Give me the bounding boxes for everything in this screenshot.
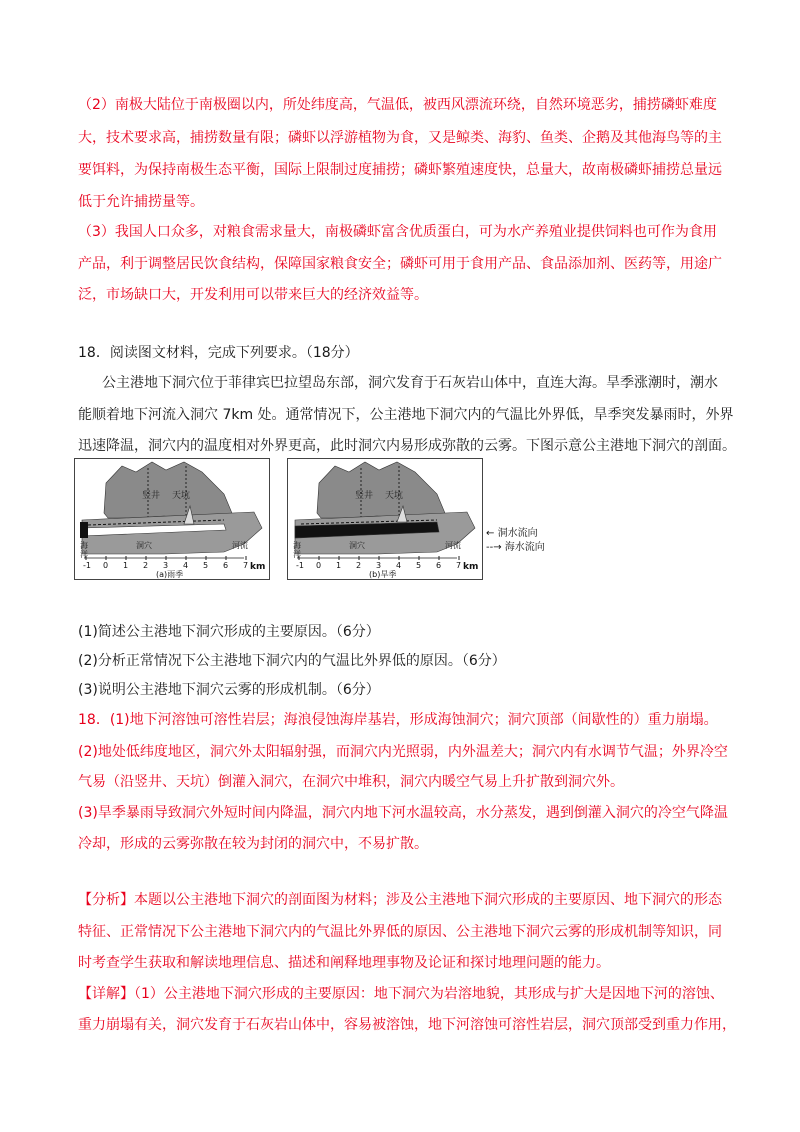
question18-q1: (1)简述公主港地下洞穴形成的主要原因。（6分） xyxy=(78,624,380,640)
figure-wet-season xyxy=(74,458,270,584)
fig-a-axis-unit: km xyxy=(250,562,266,572)
analysis-line-1: 【分析】本题以公主港地下洞穴的剖面图为材料；涉及公主港地下洞穴形成的主要原因、地下洞穴的形态 xyxy=(78,892,722,908)
fig-b-shaft-label: 竖井 xyxy=(355,491,374,501)
axis-tick-label: 3 xyxy=(163,561,169,570)
fig-b-axis-unit: km xyxy=(463,562,479,572)
axis-tick-label: 1 xyxy=(336,561,342,570)
axis-tick-label: 5 xyxy=(416,561,422,570)
axis-tick-label: 2 xyxy=(143,561,149,570)
axis-tick-label: 0 xyxy=(316,561,322,570)
question18-q3: (3)说明公主港地下洞穴云雾的形成机制。（6分） xyxy=(78,682,380,698)
figure-dry-season xyxy=(287,458,483,584)
answer17-line-2: 大，技术要求高，捕捞数量有限；磷虾以浮游植物为食，又是鲸类、海豹、鱼类、企鹅及其他海鸟等的主 xyxy=(78,130,722,146)
axis-tick-label: 7 xyxy=(456,561,462,570)
legend-river-flow-label: 洞水流向 xyxy=(497,528,538,539)
fig-a-shaft-label: 竖井 xyxy=(142,491,161,501)
answer18-line-2: (2)地处低纬度地区，洞穴外太阳辐射强，而洞穴内光照弱，内外温差大；洞穴内有水调节气温；外界冷空 xyxy=(78,744,728,760)
axis-tick-label: 3 xyxy=(376,561,382,570)
fig-b-sea-label-1: 海 xyxy=(293,541,301,550)
fig-a-river-label: 河流 xyxy=(232,541,248,550)
dashed-arrow-right-icon: --→ xyxy=(486,542,502,553)
fig-b-sea-label-2: 洋 xyxy=(293,550,301,559)
axis-tick-label: 6 xyxy=(436,561,442,570)
question18-material-3: 迅速降温，洞穴内的温度相对外界更高，此时洞穴内易形成弥散的云雾。下图示意公主港地下洞穴的剖面。 xyxy=(78,438,736,454)
axis-tick-label: 7 xyxy=(243,561,249,570)
axis-tick-label: 4 xyxy=(396,561,402,570)
answer18-line-4: (3)旱季暴雨导致洞穴外短时间内降温，洞穴内地下河水温较高，水分蒸发，遇到倒灌入洞穴的冷空气降温 xyxy=(78,805,728,821)
axis-tick-label: -1 xyxy=(83,561,91,570)
axis-tick-label: 5 xyxy=(203,561,209,570)
fig-b-sinkhole-label: 天坑 xyxy=(385,491,404,501)
fig-a-sea-label-2: 洋 xyxy=(80,550,88,559)
question18-title: 18．阅读图文材料，完成下列要求。（18分） xyxy=(78,345,359,361)
analysis-line-5: 重力崩塌有关，洞穴发育于石灰岩山体中，容易被溶蚀，地下河溶蚀可溶性岩层，洞穴顶部受到重力作用， xyxy=(78,1017,736,1033)
answer17-line-3: 要饵料，为保持南极生态平衡，国际上限制过度捕捞；磷虾繁殖速度快，总量大，故南极磷虾捕捞总量远 xyxy=(78,162,722,178)
question18-material-2: 能顺着地下河流入洞穴 7km 处。通常情况下，公主港地下洞穴内的气温比外界低，旱季突发暴雨时，外界 xyxy=(78,407,734,423)
question18-q2: (2)分析正常情况下公主港地下洞穴内的气温比外界低的原因。（6分） xyxy=(78,653,506,669)
axis-tick-label: 2 xyxy=(356,561,362,570)
answer17-line-6: 产品，利于调整居民饮食结构，保障国家粮食安全；磷虾可用于食用产品、食品添加剂、医药等，用途广 xyxy=(78,256,722,272)
axis-tick-label: 6 xyxy=(223,561,229,570)
answer17-line-1: （2）南极大陆位于南极圈以内，所处纬度高，气温低，被西风漂流环绕，自然环境恶劣，捕捞磷虾难度 xyxy=(78,97,717,113)
analysis-line-2: 特征、正常情况下公主港地下洞穴内的气温比外界低的原因、公主港地下洞穴云雾的形成机制等知识，同 xyxy=(78,924,722,940)
fig-a-caption: (a)雨季 xyxy=(156,570,184,579)
answer17-line-5: （3）我国人口众多，对粮食需求量大，南极磷虾富含优质蛋白，可为水产养殖业提供饲料也可作为食用 xyxy=(78,224,717,240)
fig-b-cave-label: 洞穴 xyxy=(349,541,365,550)
legend-river-flow xyxy=(486,527,545,541)
answer17-line-4: 低于允许捕捞量等。 xyxy=(78,194,204,210)
axis-tick-label: -1 xyxy=(296,561,304,570)
fig-a-sinkhole-label: 天坑 xyxy=(172,491,191,501)
answer18-line-1: 18．(1)地下河溶蚀可溶性岩层；海浪侵蚀海岸基岩，形成海蚀洞穴；洞穴顶部（间歇性的）重力崩塌。 xyxy=(78,712,718,728)
answer18-line-5: 冷却，形成的云雾弥散在较为封闭的洞穴中，不易扩散。 xyxy=(78,836,428,852)
fig-b-river-label: 河流 xyxy=(445,541,461,550)
legend-tide-flow-label: 海水流向 xyxy=(504,542,545,553)
legend-tide-flow xyxy=(486,541,545,555)
answer17-line-7: 泛，市场缺口大，开发利用可以带来巨大的经济效益等。 xyxy=(78,287,428,303)
figure-legend xyxy=(486,527,545,555)
fig-b-caption: (b)旱季 xyxy=(369,570,397,579)
analysis-line-3: 时考查学生获取和解读地理信息、描述和阐释地理事物及论证和探讨地理问题的能力。 xyxy=(78,955,610,971)
analysis-line-4: 【详解】（1）公主港地下洞穴形成的主要原因：地下洞穴为岩溶地貌，其形成与扩大是因地下河的溶蚀、 xyxy=(78,986,724,1002)
answer18-line-3: 气易（沿竖井、天坑）倒灌入洞穴，在洞穴中堆积，洞穴内暖空气易上升扩散到洞穴外。 xyxy=(78,774,624,790)
question18-material-1: 公主港地下洞穴位于菲律宾巴拉望岛东部，洞穴发育于石灰岩山体中，直连大海。旱季涨潮时，潮水 xyxy=(102,375,718,391)
axis-tick-label: 4 xyxy=(183,561,189,570)
arrow-left-icon: ← xyxy=(486,528,495,539)
fig-a-cave-label: 洞穴 xyxy=(136,541,152,550)
axis-tick-label: 0 xyxy=(103,561,109,570)
axis-tick-label: 1 xyxy=(123,561,129,570)
fig-a-sea-label-1: 海 xyxy=(80,541,88,550)
